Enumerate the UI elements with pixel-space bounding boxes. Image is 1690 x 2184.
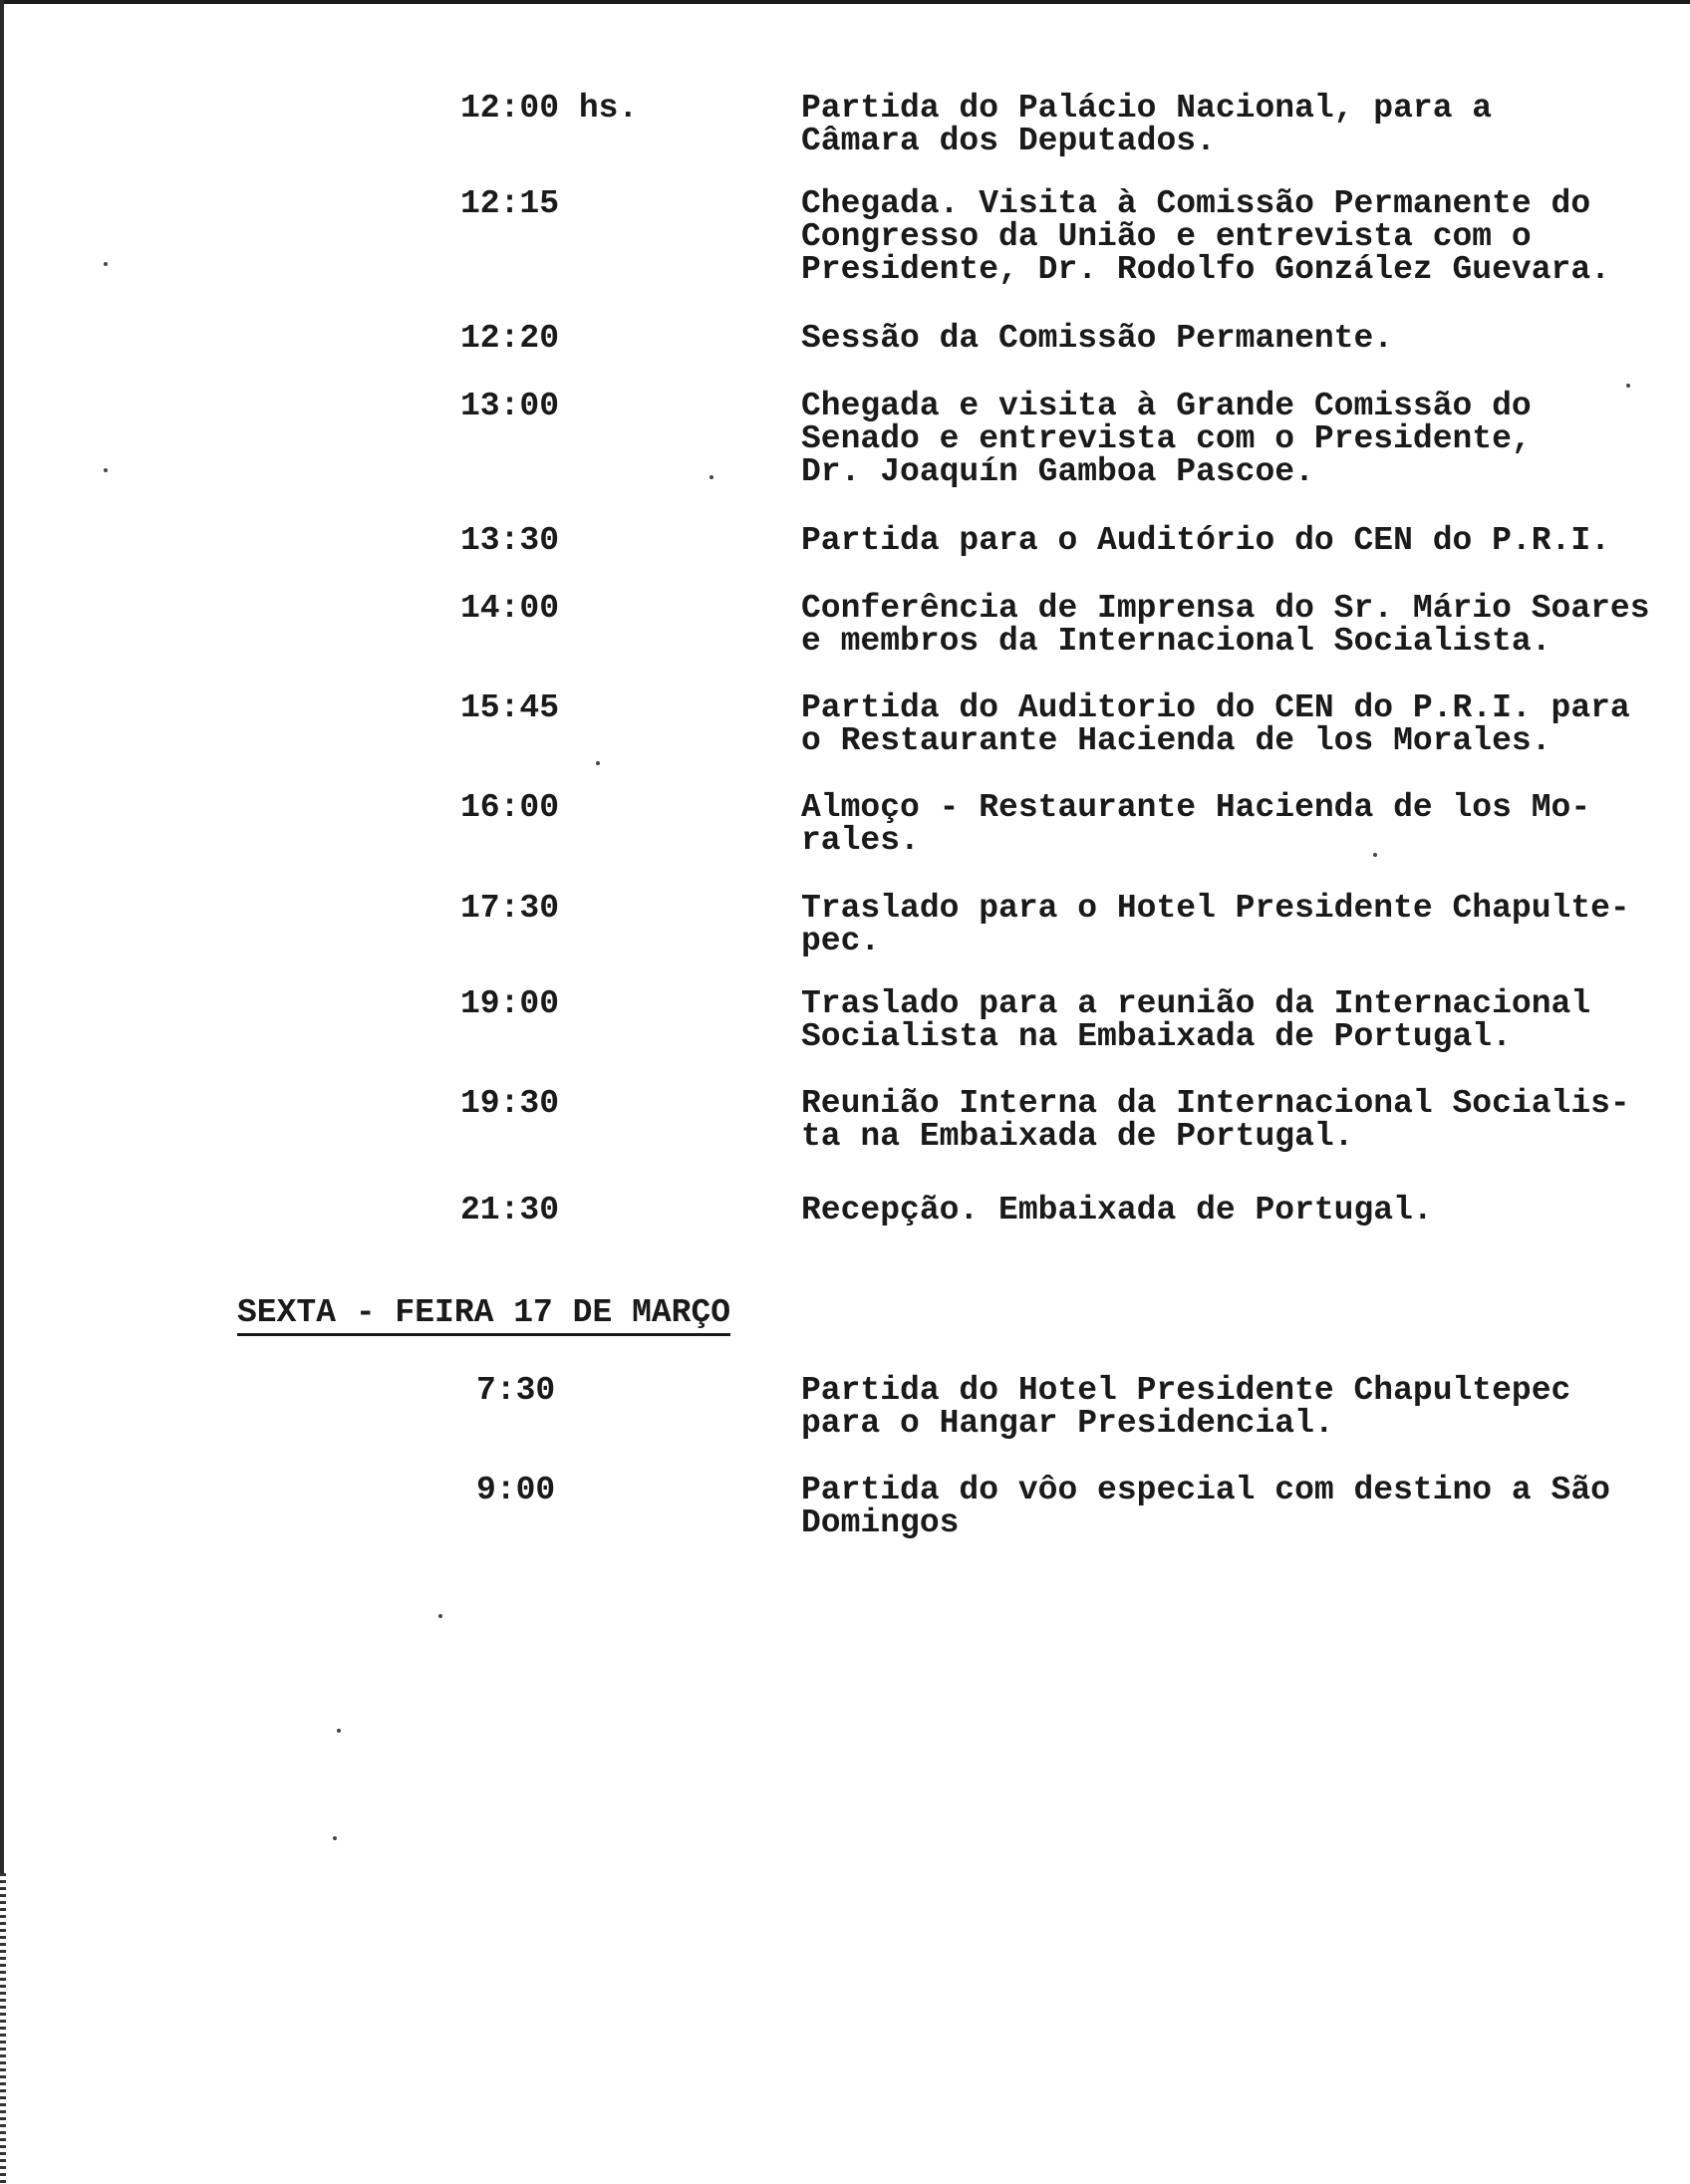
entry-description: Recepção. Embaixada de Portugal. bbox=[801, 1192, 1433, 1228]
entry-description: Traslado para o Hotel Presidente Chapulte- pec. bbox=[801, 890, 1630, 959]
entry-time: 21:30 bbox=[460, 1192, 560, 1228]
scan-speck bbox=[709, 475, 713, 479]
entry-time: 19:30 bbox=[460, 1085, 560, 1122]
entry-description: Partida para o Auditório do CEN do P.R.I. bbox=[801, 522, 1610, 559]
entry-description: Partida do Auditorio do CEN do P.R.I. para o Restaurante Hacienda de los Morales. bbox=[801, 689, 1630, 759]
entry-time: 7:30 bbox=[476, 1372, 556, 1409]
entry-time: 12:00 hs. bbox=[460, 90, 639, 127]
entry-time: 13:00 bbox=[460, 388, 560, 424]
entry-time: 12:15 bbox=[460, 185, 560, 222]
entry-time: 12:20 bbox=[460, 320, 560, 357]
entry-time: 16:00 bbox=[460, 789, 560, 826]
entry-time: 13:30 bbox=[460, 522, 560, 559]
entry-description: Partida do Palácio Nacional, para a Câmara dos Deputados. bbox=[801, 90, 1493, 159]
scan-speck bbox=[438, 1614, 442, 1618]
entry-description: Sessão da Comissão Permanente. bbox=[801, 320, 1394, 357]
scan-speck bbox=[596, 761, 600, 765]
entry-time: 15:45 bbox=[460, 689, 560, 726]
scan-speck bbox=[1373, 853, 1377, 857]
scan-speck bbox=[333, 1836, 337, 1840]
page-border-top bbox=[0, 0, 1690, 4]
entry-time: 19:00 bbox=[460, 985, 560, 1022]
scan-speck bbox=[337, 1729, 341, 1733]
scan-speck bbox=[104, 468, 108, 472]
entry-description: Almoço - Restaurante Hacienda de los Mo- rales. bbox=[801, 789, 1591, 859]
entry-time: 14:00 bbox=[460, 590, 560, 627]
entry-description: Chegada e visita à Grande Comissão do Senado e entrevista com o Presidente, Dr. Joaquín Gamboa Pascoe. bbox=[801, 388, 1532, 490]
scan-speck bbox=[1626, 384, 1630, 388]
entry-description: Conferência de Imprensa do Sr. Mário Soares e membros da Internacional Socialista. bbox=[801, 590, 1650, 660]
entry-time: 17:30 bbox=[460, 890, 560, 927]
scan-speck bbox=[104, 262, 108, 266]
entry-description: Chegada. Visita à Comissão Permanente do Congresso da União e entrevista com o Presidente, Dr. Rodolfo González Guevara. bbox=[801, 185, 1610, 288]
entry-time: 9:00 bbox=[476, 1472, 556, 1508]
entry-description: Partida do Hotel Presidente Chapultepec para o Hangar Presidencial. bbox=[801, 1372, 1571, 1442]
page-border-left bbox=[0, 0, 4, 2184]
entry-description: Partida do vôo especial com destino a São Domingos bbox=[801, 1472, 1610, 1541]
scan-edge-artifact bbox=[0, 1873, 6, 2184]
section-heading-day: SEXTA - FEIRA 17 DE MARÇO bbox=[237, 1295, 730, 1336]
entry-description: Traslado para a reunião da Internacional Socialista na Embaixada de Portugal. bbox=[801, 985, 1591, 1055]
entry-description: Reunião Interna da Internacional Socialis- ta na Embaixada de Portugal. bbox=[801, 1085, 1630, 1155]
